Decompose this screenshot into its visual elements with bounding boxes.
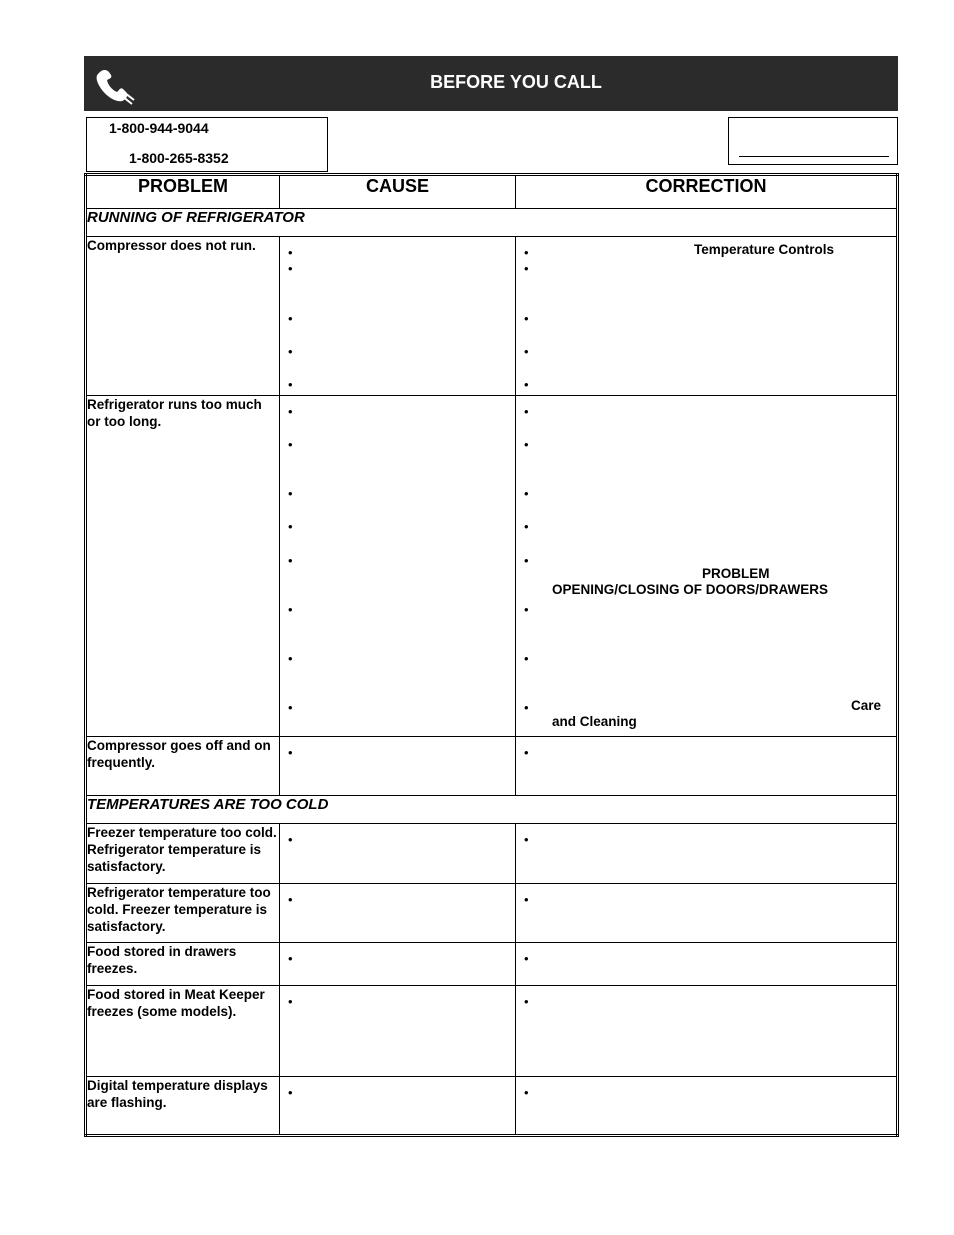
problem-fridge-too-cold: Refrigerator temperature too cold. Freezer temperature is satisfactory.: [86, 884, 280, 943]
column-header-correction: CORRECTION: [516, 175, 898, 209]
problem-compressor-not-run: Compressor does not run.: [86, 237, 280, 396]
cause-cell: [280, 237, 516, 396]
column-header-problem: PROBLEM: [86, 175, 280, 209]
correction-cell: [516, 884, 898, 943]
cause-cell: [280, 986, 516, 1077]
problem-runs-too-long: Refrigerator runs too much or too long.: [86, 396, 280, 737]
bullet: •: [524, 245, 529, 260]
bullet: •: [524, 404, 529, 419]
correction-cell: [516, 396, 898, 737]
section-heading-too-cold: TEMPERATURES ARE TOO COLD: [86, 796, 898, 824]
bullet: •: [524, 892, 529, 907]
bullet: •: [288, 553, 293, 568]
bullet: •: [288, 745, 293, 760]
bullet: •: [524, 745, 529, 760]
bullet: •: [288, 245, 293, 260]
problem-meat-keeper: Food stored in Meat Keeper freezes (some models).: [86, 986, 280, 1077]
bullet: •: [288, 519, 293, 534]
phone-numbers-box: [86, 117, 328, 172]
troubleshooting-table: [84, 173, 899, 1137]
reference-problem: PROBLEM: [702, 566, 770, 581]
bullet: •: [288, 951, 293, 966]
phone-number-canada: 1-800-265-8352: [129, 150, 229, 166]
reference-care: Care: [851, 698, 882, 713]
header-banner: [84, 56, 898, 111]
correction-cell: [516, 986, 898, 1077]
bullet: •: [524, 951, 529, 966]
bullet: •: [524, 1085, 529, 1100]
problem-freezer-too-cold: Freezer temperature too cold. Refrigerator temperature is satisfactory.: [86, 824, 280, 884]
column-header-cause: CAUSE: [280, 175, 516, 209]
reference-temperature-controls: Temperature Controls: [694, 242, 835, 257]
bullet: •: [524, 519, 529, 534]
section-heading-running: RUNNING OF REFRIGERATOR: [86, 209, 898, 237]
cause-cell: [280, 884, 516, 943]
bullet: •: [288, 994, 293, 1009]
bullet: •: [524, 261, 529, 276]
problem-digital-flashing: Digital temperature displays are flashing.: [86, 1077, 280, 1136]
correction-cell: [516, 1077, 898, 1136]
problem-compressor-off-on: Compressor goes off and on frequently.: [86, 737, 280, 796]
bullet: •: [288, 437, 293, 452]
cause-cell: [280, 824, 516, 884]
bullet: •: [288, 344, 293, 359]
bullet: •: [524, 994, 529, 1009]
bullet: •: [288, 404, 293, 419]
bullet: •: [288, 651, 293, 666]
cause-cell: [280, 1077, 516, 1136]
bullet: •: [288, 1085, 293, 1100]
correction-cell: [516, 824, 898, 884]
bullet: •: [288, 261, 293, 276]
bullet: •: [524, 602, 529, 617]
phone-number-us: 1-800-944-9044: [109, 120, 209, 136]
reference-opening-closing: OPENING/CLOSING OF DOORS/DRAWERS: [552, 582, 829, 597]
bullet: •: [524, 651, 529, 666]
bullet: •: [524, 437, 529, 452]
problem-drawers-freezes: Food stored in drawers freezes.: [86, 943, 280, 986]
notes-box: [728, 117, 898, 165]
bullet: •: [288, 377, 293, 392]
reference-and-cleaning: and Cleaning: [552, 714, 637, 729]
correction-cell: [516, 237, 898, 396]
bullet: •: [288, 892, 293, 907]
cause-cell: [280, 737, 516, 796]
correction-cell: [516, 737, 898, 796]
page-title: BEFORE YOU CALL: [430, 72, 602, 92]
bullet: •: [524, 311, 529, 326]
bullet: •: [524, 344, 529, 359]
bullet: •: [288, 486, 293, 501]
bullet: •: [288, 311, 293, 326]
bullet: •: [524, 700, 529, 715]
bullet: •: [288, 832, 293, 847]
bullet: •: [288, 700, 293, 715]
bullet: •: [524, 832, 529, 847]
correction-cell: [516, 943, 898, 986]
bullet: •: [524, 377, 529, 392]
cause-cell: [280, 943, 516, 986]
cause-cell: [280, 396, 516, 737]
bullet: •: [288, 602, 293, 617]
bullet: •: [524, 486, 529, 501]
bullet: •: [524, 553, 529, 568]
write-in-line: [739, 156, 889, 157]
